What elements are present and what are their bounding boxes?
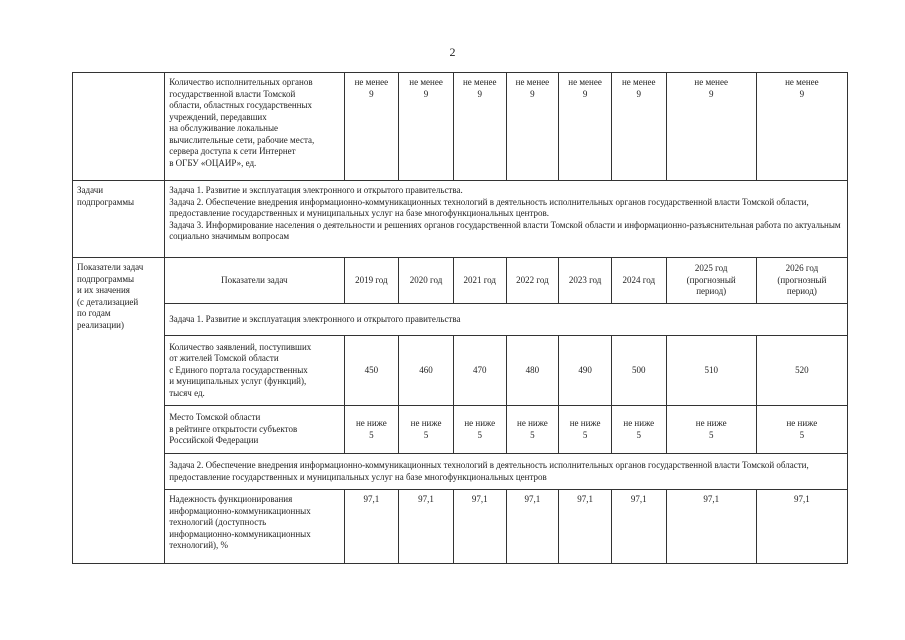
task-title: Задача 2. Обеспечение внедрения информационно-коммуникационных технологий в деятельность исполнительных органов государственной власти Томской области, предоставление государственных и муниципальных услуг на базе многофункциональных центров bbox=[165, 454, 848, 490]
table-row bbox=[73, 406, 848, 454]
table-row bbox=[73, 258, 848, 304]
value-cell: 450 bbox=[344, 336, 399, 406]
value-cell: не менее 9 bbox=[453, 73, 506, 181]
header-year: 2019 год bbox=[344, 258, 399, 304]
value-cell: 500 bbox=[611, 336, 666, 406]
value-cell: не ниже 5 bbox=[611, 406, 666, 454]
header-year: 2021 год bbox=[453, 258, 506, 304]
header-year: 2024 год bbox=[611, 258, 666, 304]
table-row bbox=[73, 336, 848, 406]
tasks-label: Задачи подпрограммы bbox=[73, 181, 165, 258]
empty-label-cell bbox=[73, 73, 165, 181]
task-line: Задача 3. Информирование населения о деятельности и решениях органов государственной власти Томской области и информационно-разъяснительная работа по актуальным социально значимым вопросам bbox=[169, 219, 841, 241]
value-cell: 97,1 bbox=[559, 490, 612, 564]
task-title: Задача 1. Развитие и эксплуатация электронного и открытого правительства bbox=[165, 304, 848, 336]
indicator-name: Количество исполнительных органов государственной власти Томской области, областных государственных учреждений, передавших на обслуживание локальные вычислительные сети, рабочие места, сервера доступа к сети Интернет в ОГБУ «ОЦАИР», ед. bbox=[165, 73, 344, 181]
value-cell: 97,1 bbox=[344, 490, 399, 564]
table-row bbox=[73, 454, 848, 490]
value-cell: 520 bbox=[756, 336, 847, 406]
indicator-name: Количество заявлений, поступивших от жителей Томской области с Единого портала государственных и муниципальных услуг (функций), тысяч ед. bbox=[165, 336, 344, 406]
value-cell: не ниже 5 bbox=[756, 406, 847, 454]
value-cell: 97,1 bbox=[399, 490, 454, 564]
value-cell: 510 bbox=[666, 336, 756, 406]
task-line: Задача 2. Обеспечение внедрения информационно-коммуникационных технологий в деятельность исполнительных органов государственной власти Томской области, предоставление государственных и муниципальных услуг на базе многофункциональных центров. bbox=[169, 196, 809, 218]
value-cell: 97,1 bbox=[453, 490, 506, 564]
header-year: 2026 год (прогнозный период) bbox=[756, 258, 847, 304]
value-cell: не ниже 5 bbox=[666, 406, 756, 454]
value-cell: 470 bbox=[453, 336, 506, 406]
value-cell: 97,1 bbox=[611, 490, 666, 564]
value-cell: не менее 9 bbox=[756, 73, 847, 181]
indicators-label: Показатели задач подпрограммы и их значения (с детализацией по годам реализации) bbox=[73, 258, 165, 564]
header-year: 2020 год bbox=[399, 258, 454, 304]
table-row bbox=[73, 304, 848, 336]
value-cell: не ниже 5 bbox=[399, 406, 454, 454]
indicator-name: Место Томской области в рейтинге открытости субъектов Российской Федерации bbox=[165, 406, 344, 454]
header-year: 2022 год bbox=[506, 258, 559, 304]
indicator-name: Надежность функционирования информационно-коммуникационных технологий (доступность информационно-коммуникационных технологий), % bbox=[165, 490, 344, 564]
value-cell: 97,1 bbox=[506, 490, 559, 564]
tasks-list bbox=[165, 181, 848, 258]
subprogram-passport-table bbox=[72, 72, 848, 564]
header-year: 2025 год (прогнозный период) bbox=[666, 258, 756, 304]
value-cell: не ниже 5 bbox=[453, 406, 506, 454]
value-cell: не менее 9 bbox=[506, 73, 559, 181]
value-cell: не ниже 5 bbox=[344, 406, 399, 454]
value-cell: не менее 9 bbox=[399, 73, 454, 181]
page-number: 2 bbox=[449, 45, 456, 59]
value-cell: 490 bbox=[559, 336, 612, 406]
header-indicator-name: Показатели задач bbox=[165, 258, 344, 304]
header-year: 2023 год bbox=[559, 258, 612, 304]
table-row bbox=[73, 181, 848, 258]
value-cell: не менее 9 bbox=[611, 73, 666, 181]
value-cell: 97,1 bbox=[756, 490, 847, 564]
task-line: Задача 1. Развитие и эксплуатация электронного и открытого правительства. bbox=[169, 185, 463, 195]
value-cell: 460 bbox=[399, 336, 454, 406]
value-cell: не менее 9 bbox=[666, 73, 756, 181]
value-cell: 97,1 bbox=[666, 490, 756, 564]
value-cell: не ниже 5 bbox=[559, 406, 612, 454]
value-cell: 480 bbox=[506, 336, 559, 406]
value-cell: не менее 9 bbox=[559, 73, 612, 181]
value-cell: не ниже 5 bbox=[506, 406, 559, 454]
table-row bbox=[73, 490, 848, 564]
value-cell: не менее 9 bbox=[344, 73, 399, 181]
table-row bbox=[73, 73, 848, 181]
